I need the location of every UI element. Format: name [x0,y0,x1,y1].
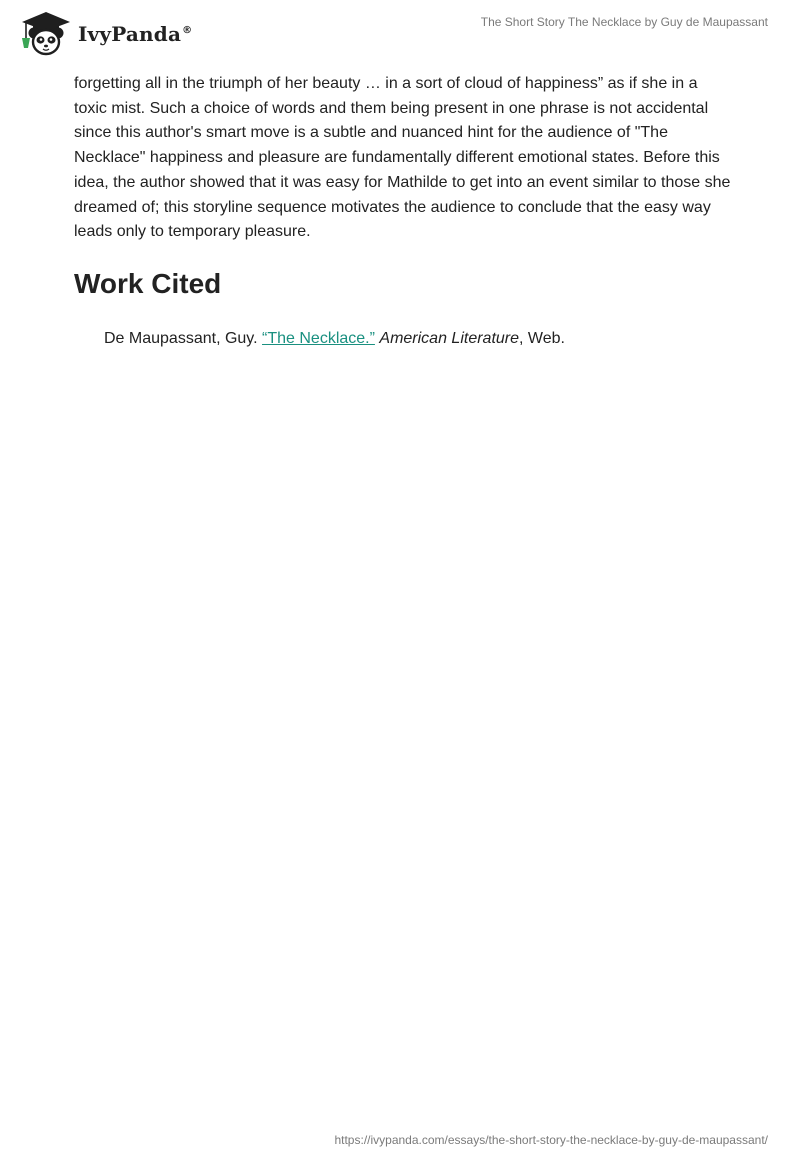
citation-source: American Literature [379,329,520,347]
essay-content [74,72,734,351]
citation-author: De Maupassant, Guy. [104,329,258,347]
panda-graduate-logo-icon [16,8,74,58]
document-title: The Short Story The Necklace by Guy de Maupassant [480,15,768,29]
brand-name: IvyPanda® [78,22,193,46]
citation-title-link[interactable]: “The Necklace.” [262,329,375,347]
works-cited-heading: Work Cited [74,267,222,299]
body-paragraph: forgetting all in the triumph of her beauty … in a sort of cloud of happiness” as if she in a toxic mist. Such a choice of words and them being present in one phrase is not accidental since this author's smart move is a subtle and nuanced hint for the audience of "The Necklace" happiness and pleasure are fundamentally different emotional states. Before this idea, the author showed that it was easy for Mathilde to get into an event similar to those she dreamed of; this storyline sequence motivates the audience to conclude that the easy way leads only to temporary pleasure. [74,75,731,241]
ivypanda-logo[interactable] [16,8,192,58]
citation-entry [104,327,734,351]
citation-medium: , Web. [519,329,565,347]
footer-source-url: https://ivypanda.com/essays/the-short-story-the-necklace-by-guy-de-maupassant/ [334,1133,768,1147]
registered-mark: ® [182,25,193,37]
page-header [0,0,800,70]
